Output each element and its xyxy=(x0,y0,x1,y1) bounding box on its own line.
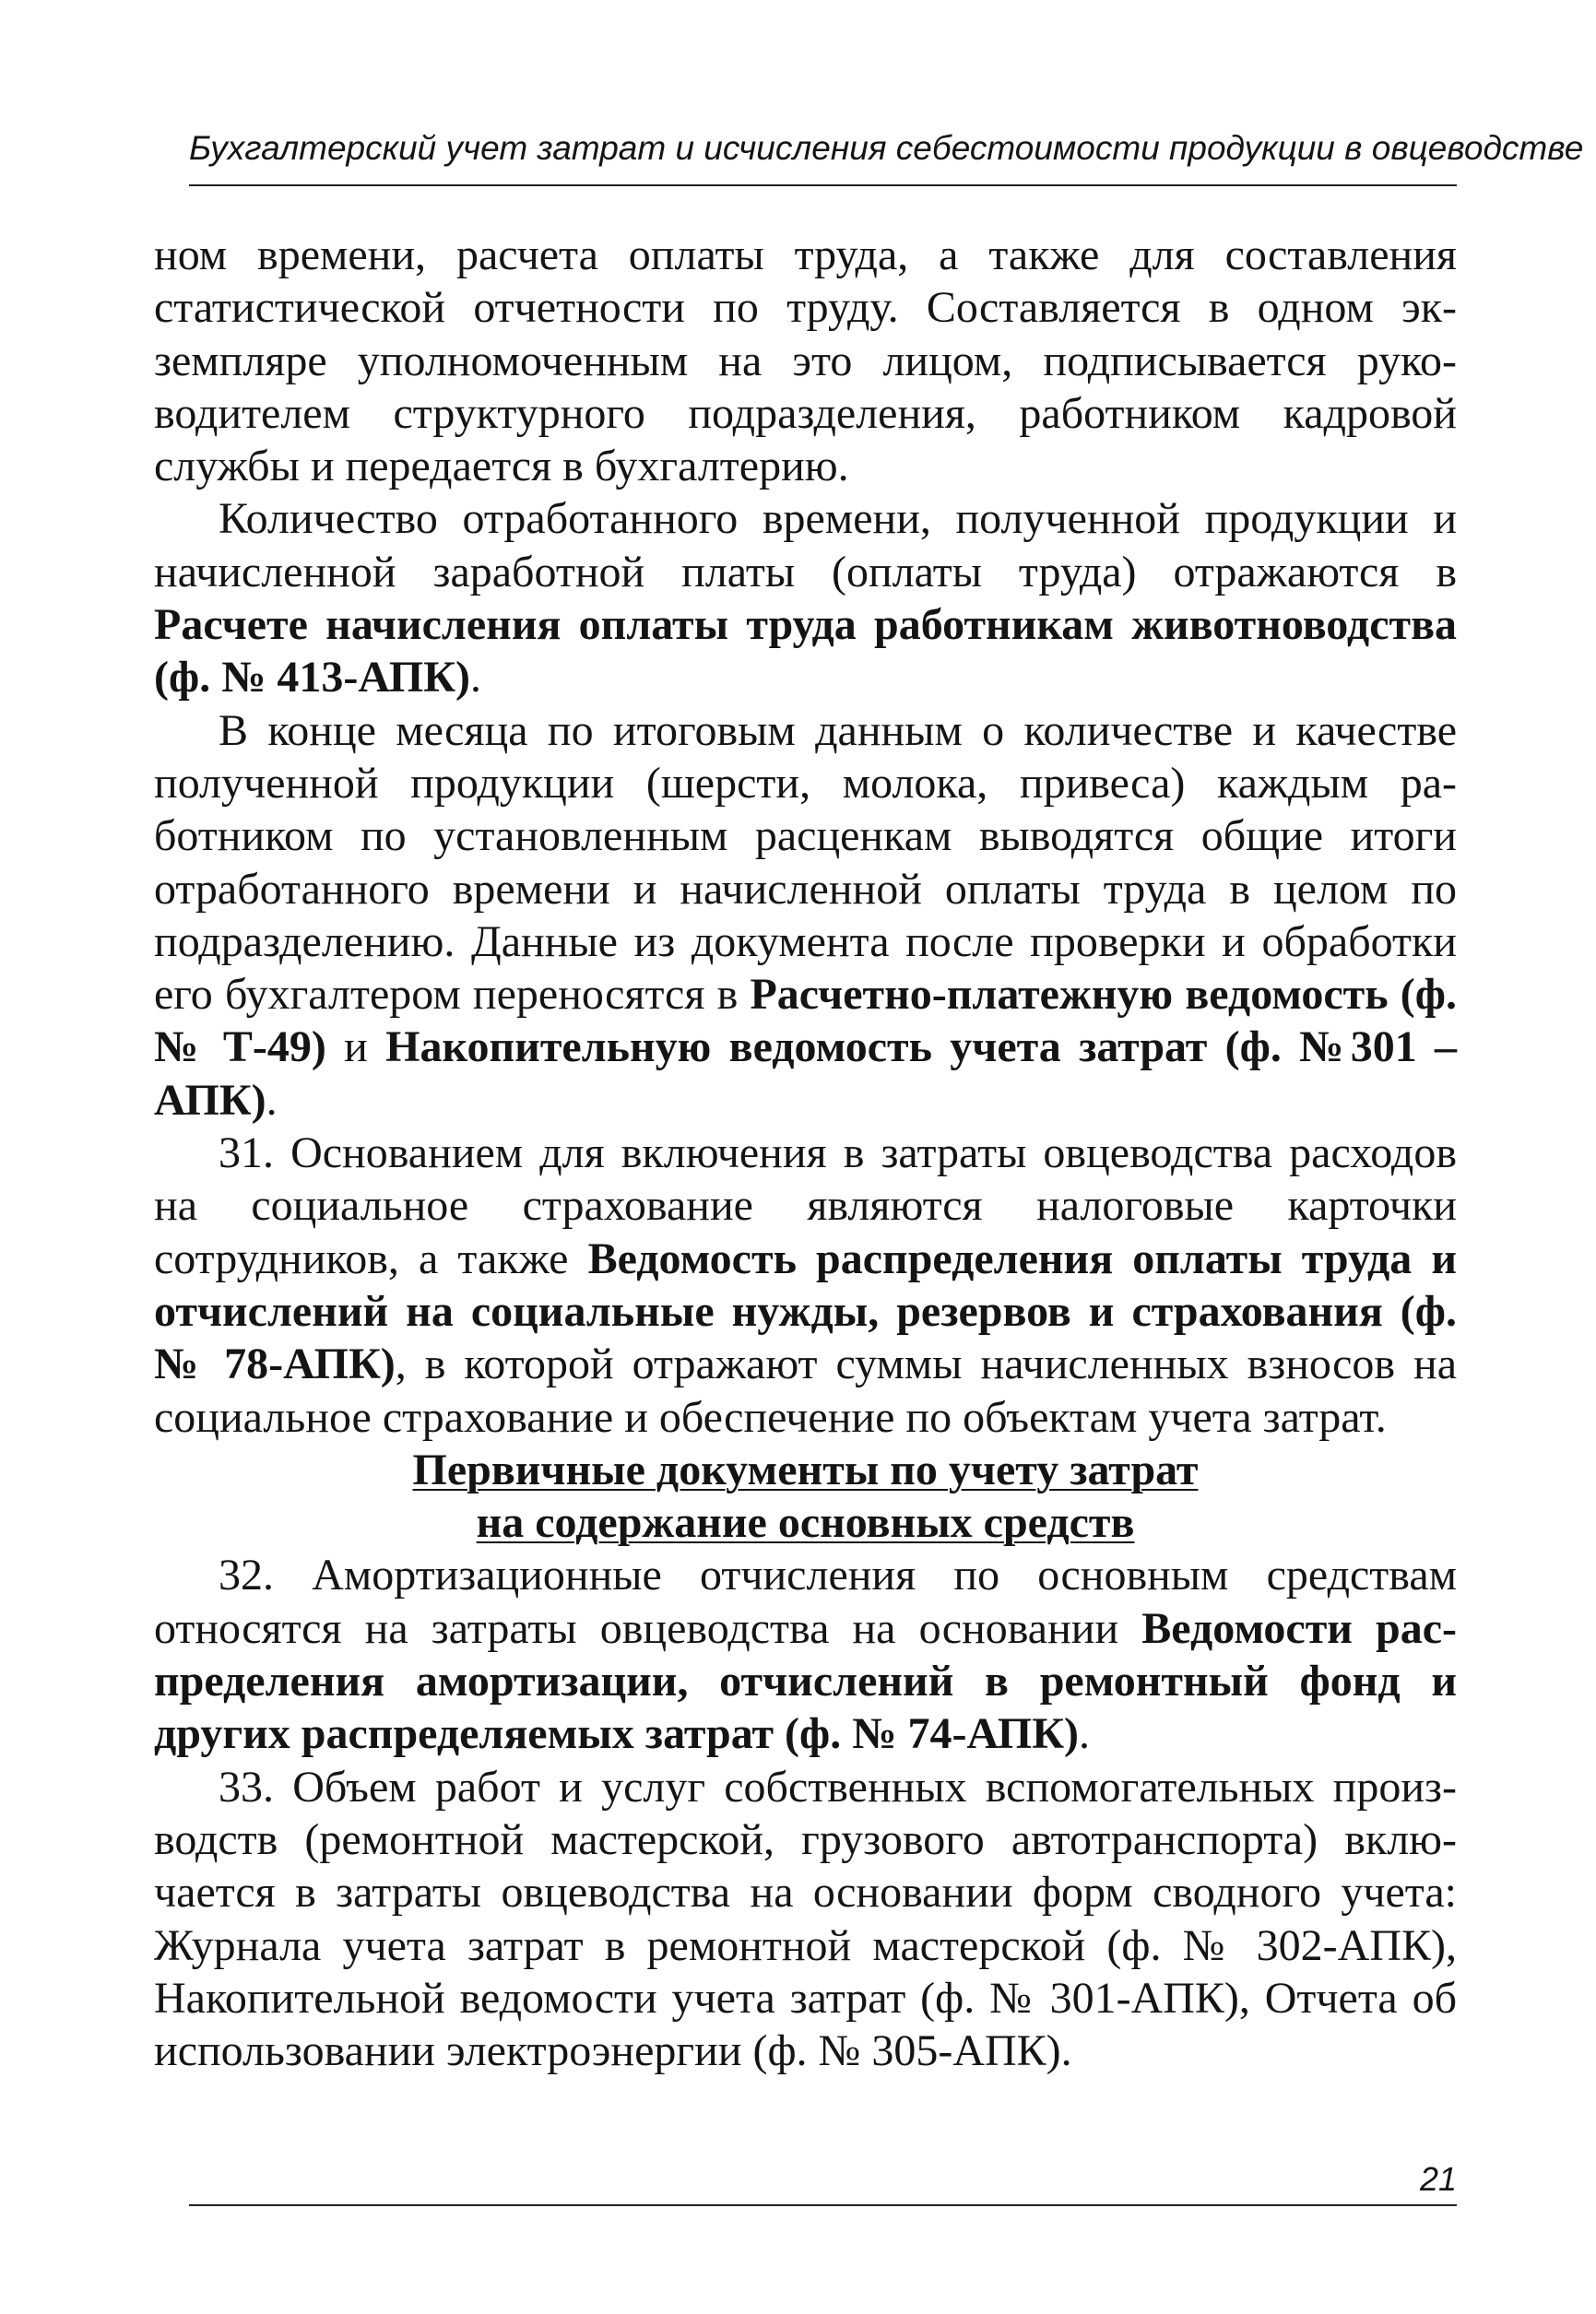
document-title-form-74: Ведомости распределения амортизации, отчислений в ремонтный фонд и других распределяемых затрат (ф. № 74-АПК) xyxy=(154,1603,1458,1759)
paragraph-text: . xyxy=(266,1075,278,1125)
section-title-line-2: на содержание основных средств xyxy=(476,1498,1135,1548)
header-rule xyxy=(189,184,1457,186)
document-title-form-78: Ведомость распределения оплаты труда и отчислений на социальные нужды, резервов и страхования (ф. № 78-АПК) xyxy=(154,1234,1458,1389)
paragraph-form-413 xyxy=(154,492,1457,703)
paragraph-continuation xyxy=(154,229,1457,492)
paragraph-text: 33. Объем работ и услуг собственных вспомогательных производств (ремонтной мастерской, грузового автотранспорта) включается в затраты овцеводства на основании форм сводного учета: Журнала учета затрат в ремонтной мастерской (ф. № 302-АПК), Накопительной ведомости учета затрат (ф. № 301-АПК), Отчета об использовании электроэнергии (ф. № 305-АПК). xyxy=(154,1762,1457,2076)
paragraph-text: В конце месяца по итоговым данным о количестве и качестве полученной продукции (шерсти, молока, привеса) каждым работником по установленным расценкам выводятся общие итоги отработанного времени и начисленной оплаты труда в целом по подразделению. Данные из документа после проверки и обработки его бухгалтером переносятся в xyxy=(154,705,1457,1020)
paragraph-item-33 xyxy=(154,1761,1457,2078)
paragraph-text: и xyxy=(325,1022,386,1072)
running-header: Бухгалтерский учет затрат и исчисления себестоимости продукции в овцеводстве xyxy=(189,129,1584,167)
paragraph-text: ном времени, расчета оплаты труда, а также для составления статистической отчетности по труду. Составляется в одном экземпляре уполномоченным на это лицом, подписывается руководителем структурного подразделения, работником кадровой службы и передается в бухгалтерию. xyxy=(154,230,1457,491)
paragraph-item-31 xyxy=(154,1127,1457,1444)
document-title-form-301: Накопительную ведомость учета затрат (ф. №301 – АПК) xyxy=(154,1022,1458,1125)
paragraph-text: , в которой отражают суммы начисленных взносов на социальное страхование и обеспечение по объектам учета затрат. xyxy=(154,1340,1458,1442)
document-title-form-413: Расчете начисления оплаты труда работникам животноводства (ф. № 413-АПК) xyxy=(154,600,1457,702)
paragraph-month-end xyxy=(154,704,1457,1127)
document-title-form-t49: Расчетно-платежную ведомость (ф. № Т-49) xyxy=(154,970,1457,1072)
paragraph-text: 31. Основанием для включения в затраты овцеводства расходов на социальное страхование являются налоговые карточки сотрудников, а также xyxy=(154,1128,1457,1283)
paragraph-text: Количество отработанного времени, полученной продукции и начисленной заработной платы (оплаты труда) отражаются в xyxy=(154,494,1457,596)
paragraph-text: . xyxy=(470,653,482,702)
section-title-line-1: Первичные документы по учету затрат xyxy=(412,1445,1199,1494)
paragraph-text: 32. Амортизационные отчисления по основным средствам относятся на затраты овцеводства на основании xyxy=(154,1551,1457,1653)
page-number: 21 xyxy=(1419,2160,1457,2198)
footer-rule xyxy=(189,2204,1457,2206)
page-body xyxy=(154,229,1457,2077)
paragraph-item-32 xyxy=(154,1549,1457,1760)
paragraph-text: . xyxy=(1079,1709,1091,1759)
